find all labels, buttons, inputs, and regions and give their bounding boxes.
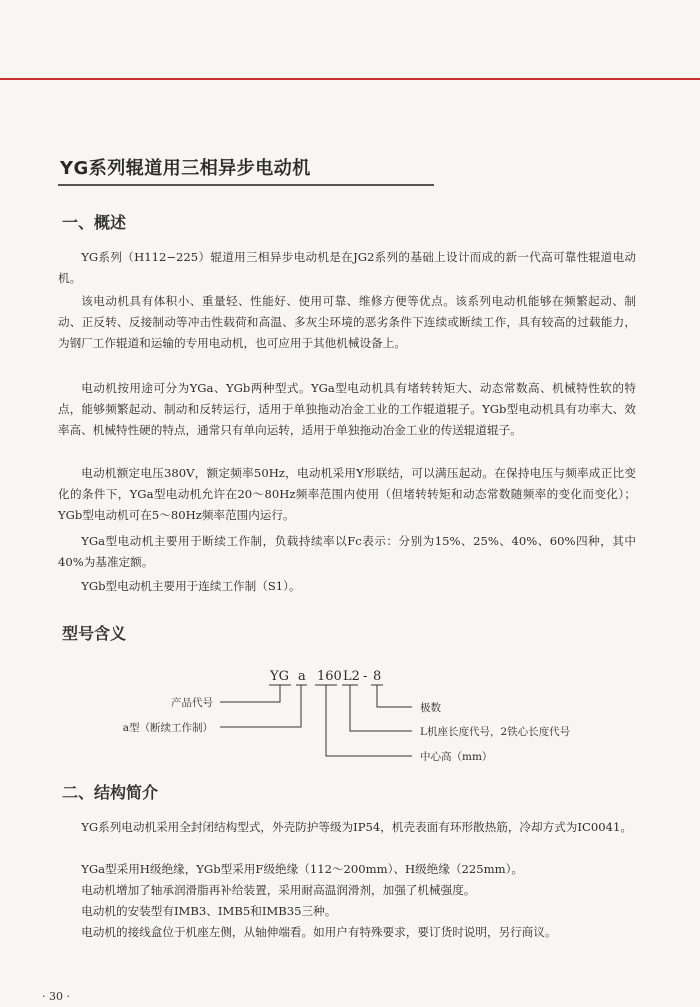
code-part-yg: YG (270, 669, 289, 684)
connector-type-a (220, 685, 301, 727)
code-part-a: a (298, 669, 306, 684)
overview-paragraph-5: YGa型电动机主要用于断续工作制，负载持续率以Fc表示：分别为15%、25%、40%、60%四种，其中40%为基准定额。 (58, 534, 636, 569)
overview-paragraph-2: 该电动机具有体积小、重量轻、性能好、使用可靠、维修方便等优点。该系列电动机能够在频繁起动、制动、正反转、反接制动等冲击性载荷和高温、多灰尘环境的恶劣条件下连续或断续工作，具有较高的过载能力，为钢厂工作辊道和运输的专用电动机，也可应用于其他机械设备上。 (58, 294, 636, 350)
structure-paragraph-5: 电动机的接线盒位于机座左侧，从轴伸端看。如用户有特殊要求，要订货时说明，另行商议。 (81, 925, 557, 939)
code-part-8: 8 (373, 669, 382, 684)
page-title: YG系列辊道用三相异步电动机 (60, 158, 311, 179)
code-part-160: 160 (317, 669, 342, 684)
code-part-dash: - (363, 669, 368, 684)
structure-paragraph-3: 电动机增加了轴承润滑脂再补给装置，采用耐高温润滑剂，加强了机械强度。 (81, 883, 476, 897)
section-heading-model-meaning: 型号含义 (62, 624, 127, 643)
connector-product-code (220, 685, 280, 702)
title-underline (58, 184, 434, 186)
overview-paragraph-3: 电动机按用途可分为YGa、YGb两种型式。YGa型电动机具有堵转转矩大、动态常数高、机械特性软的特点，能够频繁起动、制动和反转运行，适用于单独拖动冶金工业的工作辊道辊子。YGb型电动机具有功率大、效率高、机械特性硬的特点，通常只有单向运转，适用于单独拖动冶金工业的传送辊道辊子。 (58, 381, 636, 437)
section-heading-overview: 一、概述 (62, 213, 127, 232)
label-center-height: 中心高（mm） (420, 751, 493, 763)
overview-paragraph-1: YG系列（H112−225）辊道用三相异步电动机是在JG2系列的基础上设计而成的新一代高可靠性辊道电动机。 (58, 250, 636, 285)
label-frame-length: L机座长度代号，2铁心长度代号 (420, 726, 571, 738)
connector-frame-length (350, 685, 412, 731)
label-poles: 极数 (420, 702, 441, 714)
structure-paragraph-2: YGa型采用H级绝缘，YGb型采用F级绝缘（112～200mm）、H级绝缘（225mm）。 (81, 862, 524, 876)
structure-paragraph-1: YG系列电动机采用全封闭结构型式，外壳防护等级为IP54，机壳表面有环形散热筋，冷却方式为IC0041。 (81, 820, 632, 834)
page-number: · 30 · (42, 990, 70, 1003)
section-heading-structure: 二、结构简介 (62, 783, 159, 802)
structure-paragraph-4: 电动机的安装型有IMB3、IMB5和IMB35三种。 (81, 904, 337, 918)
header-rule (0, 78, 700, 80)
overview-paragraph-4: 电动机额定电压380V，额定频率50Hz，电动机采用Y形联结，可以满压起动。在保持电压与频率成正比变化的条件下，YGa型电动机允许在20～80Hz频率范围内使用（但堵转转矩和动态常数随频率的变化而变化）；YGb型电动机可在5～80Hz频率范围内运行。 (58, 466, 636, 522)
code-part-l2: L2 (343, 669, 360, 684)
connector-poles (377, 685, 412, 707)
connector-center-height (326, 685, 412, 756)
overview-paragraph-6: YGb型电动机主要用于连续工作制（S1）。 (81, 579, 301, 593)
label-type-a: a型（断续工作制） (122, 722, 213, 734)
label-product-code: 产品代号 (171, 697, 213, 709)
model-code-diagram (0, 655, 700, 765)
